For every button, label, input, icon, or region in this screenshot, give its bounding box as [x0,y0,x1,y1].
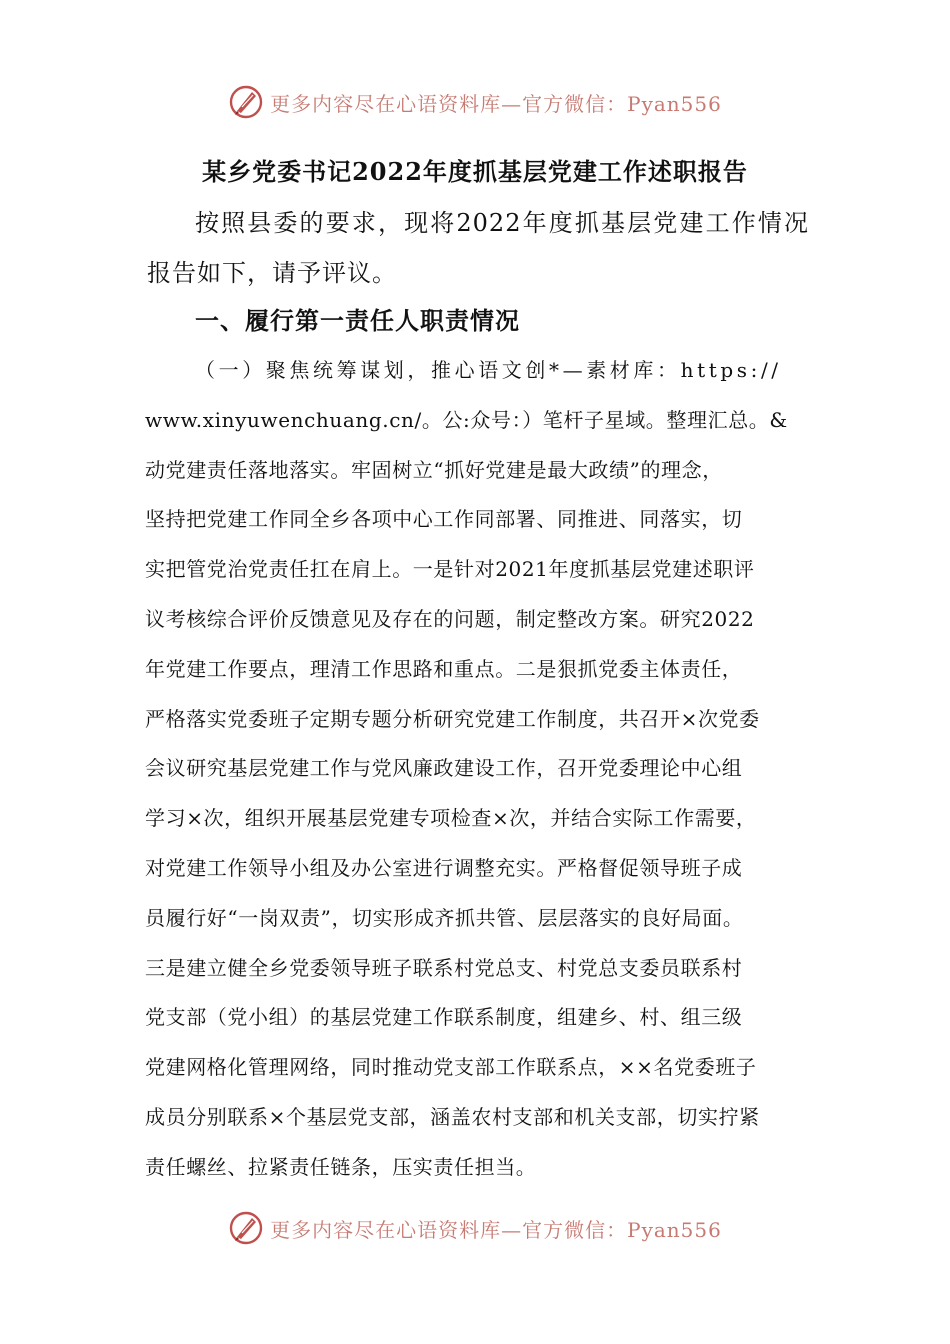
banner-text: 更多内容尽在心语资料库—官方微信：Pyan556 [270,1217,722,1242]
text-line: 年党建工作要点，理清工作思路和重点。二是狠抓党委主体责任， [145,656,743,681]
banner-text: 更多内容尽在心语资料库—官方微信：Pyan556 [270,91,722,116]
text-line: 议考核综合评价反馈意见及存在的问题，制定整改方案。研究2022 [145,606,755,631]
document-title: 某乡党委书记2022年度抓基层党建工作述职报告 [202,157,748,186]
text-line: 党支部（党小组）的基层党建工作联系制度，组建乡、村、组三级 [145,1005,743,1030]
text-line: 会议研究基层党建工作与党风廉政建设工作，召开党委理论中心组 [145,756,743,781]
text-line: （一）聚焦统筹谋划，推心语文创*—素材库：https:// [195,358,782,382]
text-line: 坚持把党建工作同全乡各项中心工作同部署、同推进、同落实，切 [145,507,743,532]
pen-nib-logo-icon [228,84,264,120]
text-line: 实把管党治党责任扛在肩上。一是针对2021年度抓基层党建述职评 [145,557,755,582]
pen-nib-logo-icon [228,1210,264,1246]
footer-banner [0,1206,950,1250]
text-line: 责任螺丝、拉紧责任链条，压实责任担当。 [145,1154,537,1179]
text-line: 党建网格化管理网络，同时推动党支部工作联系点，××名党委班子 [145,1055,757,1080]
text-line: 员履行好“一岗双责”，切实形成齐抓共管、层层落实的良好局面。 [145,905,744,930]
text-line: 严格落实党委班子定期专题分析研究党建工作制度，共召开×次党委 [145,706,760,731]
text-line: 三是建立健全乡党委领导班子联系村党总支、村党总支委员联系村 [145,955,743,980]
body-paragraph [145,346,815,1193]
intro-paragraph: 按照县委的要求，现将2022年度抓基层党建工作情况报告如下，请予评议。 [147,209,809,287]
header-banner [0,80,950,124]
text-line: 动党建责任落地落实。牢固树立“抓好党建是最大政绩”的理念， [145,457,723,482]
text-line: www.xinyuwenchuang.cn/。公:众号：）笔杆子星域。整理汇总。& [145,407,788,432]
text-line: 学习×次，组织开展基层党建专项检查×次，并结合实际工作需要， [145,806,757,831]
text-line: 成员分别联系×个基层党支部，涵盖农村支部和机关支部，切实拧紧 [145,1104,760,1129]
text-line: 对党建工作领导小组及办公室进行调整充实。严格督促领导班子成 [145,855,743,880]
section-heading: 一、履行第一责任人职责情况 [195,306,520,335]
